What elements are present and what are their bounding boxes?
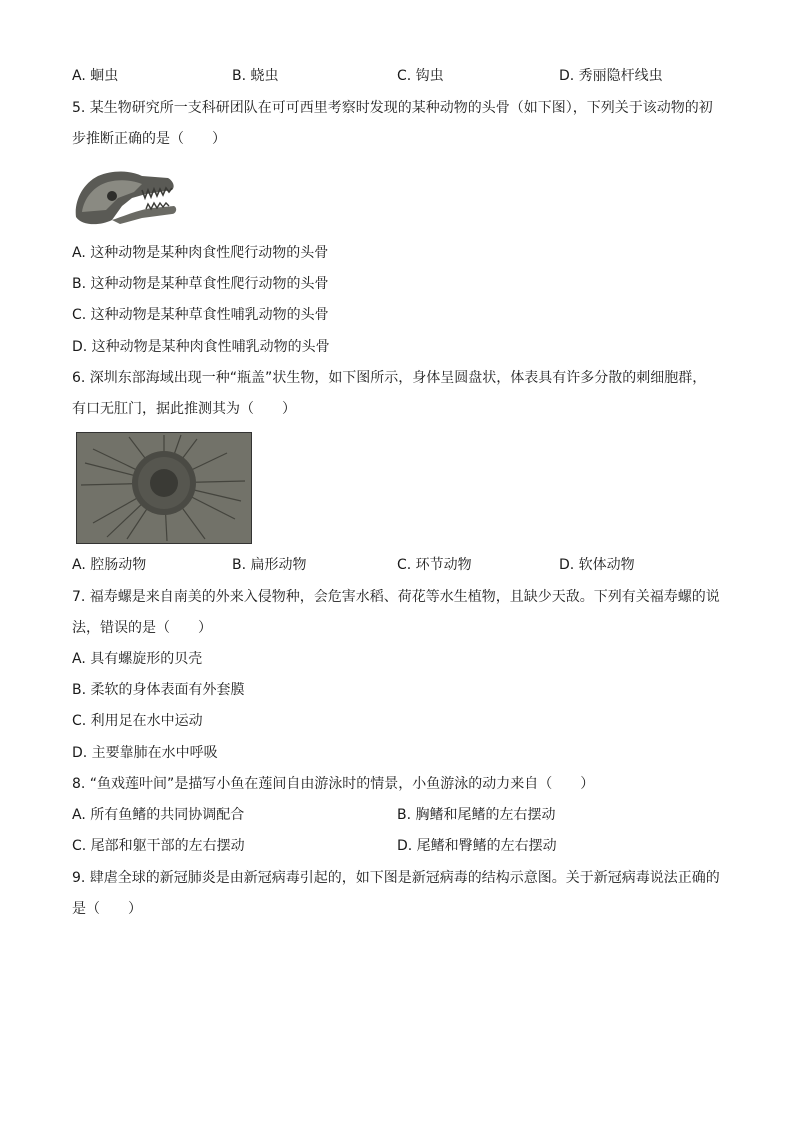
q7-option-a: A. 具有螺旋形的贝壳 <box>72 651 203 667</box>
q5-option-d: D. 这种动物是某种肉食性哺乳动物的头骨 <box>72 339 330 355</box>
q8-stem: 8. “鱼戏莲叶间”是描写小鱼在莲间自由游泳时的情景，小鱼游泳的动力来自（ ） <box>72 776 595 792</box>
q4-option-a: A. 蛔虫 <box>72 68 119 84</box>
q5-stem-line1: 5. 某生物研究所一支科研团队在可可西里考察时发现的某种动物的头骨（如下图），下列关于该动物的初 <box>72 100 713 116</box>
q4-option-d: D. 秀丽隐杆线虫 <box>559 68 663 84</box>
q9-stem-line1: 9. 肆虐全球的新冠肺炎是由新冠病毒引起的，如下图是新冠病毒的结构示意图。关于新冠病毒说法正确的 <box>72 870 720 886</box>
q7-option-d: D. 主要靠肺在水中呼吸 <box>72 745 218 761</box>
q6-option-c: C. 环节动物 <box>397 557 472 573</box>
skull-photo-icon <box>72 162 182 232</box>
q8-options-row2 <box>72 836 732 856</box>
q6-option-a: A. 腔肠动物 <box>72 557 147 573</box>
q7-option-c: C. 利用足在水中运动 <box>72 713 203 729</box>
q8-options-row1 <box>72 805 732 825</box>
q6-stem-line2: 有口无肛门，据此推测其为（ ） <box>72 401 296 417</box>
q8-option-d: D. 尾鳍和臀鳍的左右摆动 <box>397 838 557 854</box>
q7-option-b: B. 柔软的身体表面有外套膜 <box>72 682 245 698</box>
q4-option-b: B. 蛲虫 <box>232 68 279 84</box>
q8-option-a: A. 所有鱼鳍的共同协调配合 <box>72 807 245 823</box>
q8-option-b: B. 胸鳍和尾鳍的左右摆动 <box>397 807 556 823</box>
q9-stem-line2: 是（ ） <box>72 901 142 917</box>
q5-option-a: A. 这种动物是某种肉食性爬行动物的头骨 <box>72 245 329 261</box>
q4-options <box>72 66 732 86</box>
q4-option-c: C. 钩虫 <box>397 68 444 84</box>
disc-organism-photo-icon <box>76 432 252 544</box>
q5-stem-line2: 步推断正确的是（ ） <box>72 131 226 147</box>
q6-options <box>72 555 732 575</box>
q6-option-b: B. 扁形动物 <box>232 557 307 573</box>
q5-option-b: B. 这种动物是某种草食性爬行动物的头骨 <box>72 276 329 292</box>
q8-option-c: C. 尾部和躯干部的左右摆动 <box>72 838 245 854</box>
q5-option-c: C. 这种动物是某种草食性哺乳动物的头骨 <box>72 307 329 323</box>
q6-stem-line1: 6. 深圳东部海域出现一种“瓶盖”状生物，如下图所示，身体呈圆盘状，体表具有许多分散的刺细胞群， <box>72 370 707 386</box>
q6-option-d: D. 软体动物 <box>559 557 635 573</box>
q7-stem-line2: 法，错误的是（ ） <box>72 620 212 636</box>
q7-stem-line1: 7. 福寿螺是来自南美的外来入侵物种，会危害水稻、荷花等水生植物，且缺少天敌。下列有关福寿螺的说 <box>72 589 720 605</box>
